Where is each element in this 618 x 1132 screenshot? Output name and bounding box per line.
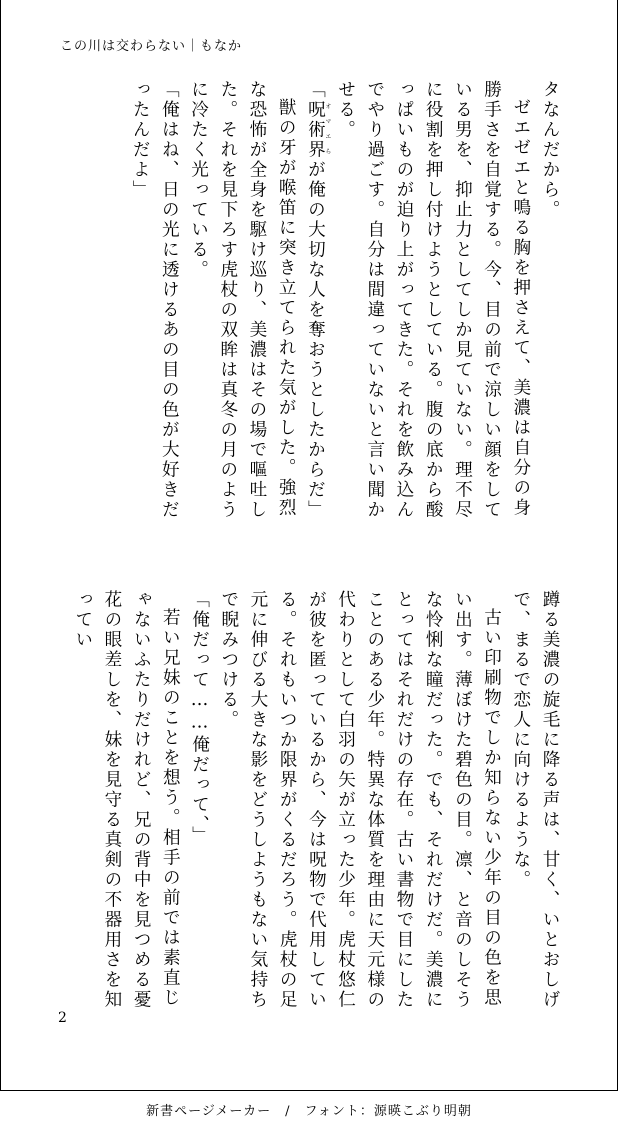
text-block-top [58, 80, 564, 520]
ruby-reading: オマエら [323, 100, 331, 160]
page-frame-left [0, 0, 1, 1091]
ruby-word [305, 100, 331, 160]
text-line: 蹲る美濃の旋毛に降る声は、甘く、いとおしげで、まるで恋人に向けるような。 [510, 590, 560, 1010]
text-line: タなんだから。 [540, 80, 560, 220]
paragraph: 若い兄妹のことを想う。相手の前では素直じゃないふたりだけれど、兄の背中を見つめる憂花の眼差しを、妹を見守る真剣の不器用さを知ってい [72, 590, 181, 1010]
running-header: この川は交わらない｜もなか [60, 39, 243, 54]
dialogue-line: 「俺はね、日の光に透けるあの目の色が大好きだったんだよ」 [130, 80, 180, 520]
ruby-base: 呪術界 [305, 100, 326, 160]
paragraph: ゼエゼエと鳴る胸を押さえて、美濃は自分の身勝手さを自覚する。今、目の前で涼しい顔をしている男を、抑止力としてしか見ていない。理不尽に役割を押し付けようとしている。腹の底から酸っぱいものが迫り上がってきた。それを飲み込んでやり過ごす。自分は間違っていないと言い聞かせる。 [335, 80, 531, 520]
text-block-bottom [58, 590, 564, 1010]
quote-open: 「 [305, 80, 326, 100]
dialogue-rest: が俺の大切な人を奪おうとしたからだ」 [305, 160, 326, 520]
paragraph: 獣の牙が喉笛に突き立てられた気がした。強烈な恐怖が全身を駆け巡り、美濃はその場で嘔吐した。それを見下ろす虎杖の双眸は真冬の月のように冷たく光っている。 [188, 80, 297, 520]
paragraph: 古い印刷物でしか知らない少年の目の色を思い出す。薄ぼけた碧色の目。凛、と音のしそうな怜悧な瞳だった。でも、それだけだ。美濃にとってはそれだけの存在。古い書物で目にしたことのある少年。特異な体質を理由に天元様の代わりとして白羽の矢が立った少年。虎杖悠仁が彼を匿っているから、今は呪物で代用している。それもいつか限界がくるだろう。虎杖の足元に伸びる大きな影をどうしようもない気持ちで睨みつける。 [218, 590, 502, 1010]
footer-credit: 新書ページメーカー / フォント：源暎こぶり明朝 [146, 1104, 472, 1119]
dialogue-line [300, 80, 330, 520]
page-number: 2 [58, 1010, 67, 1026]
dialogue-line: 「俺だって……俺だって、」 [189, 590, 210, 846]
